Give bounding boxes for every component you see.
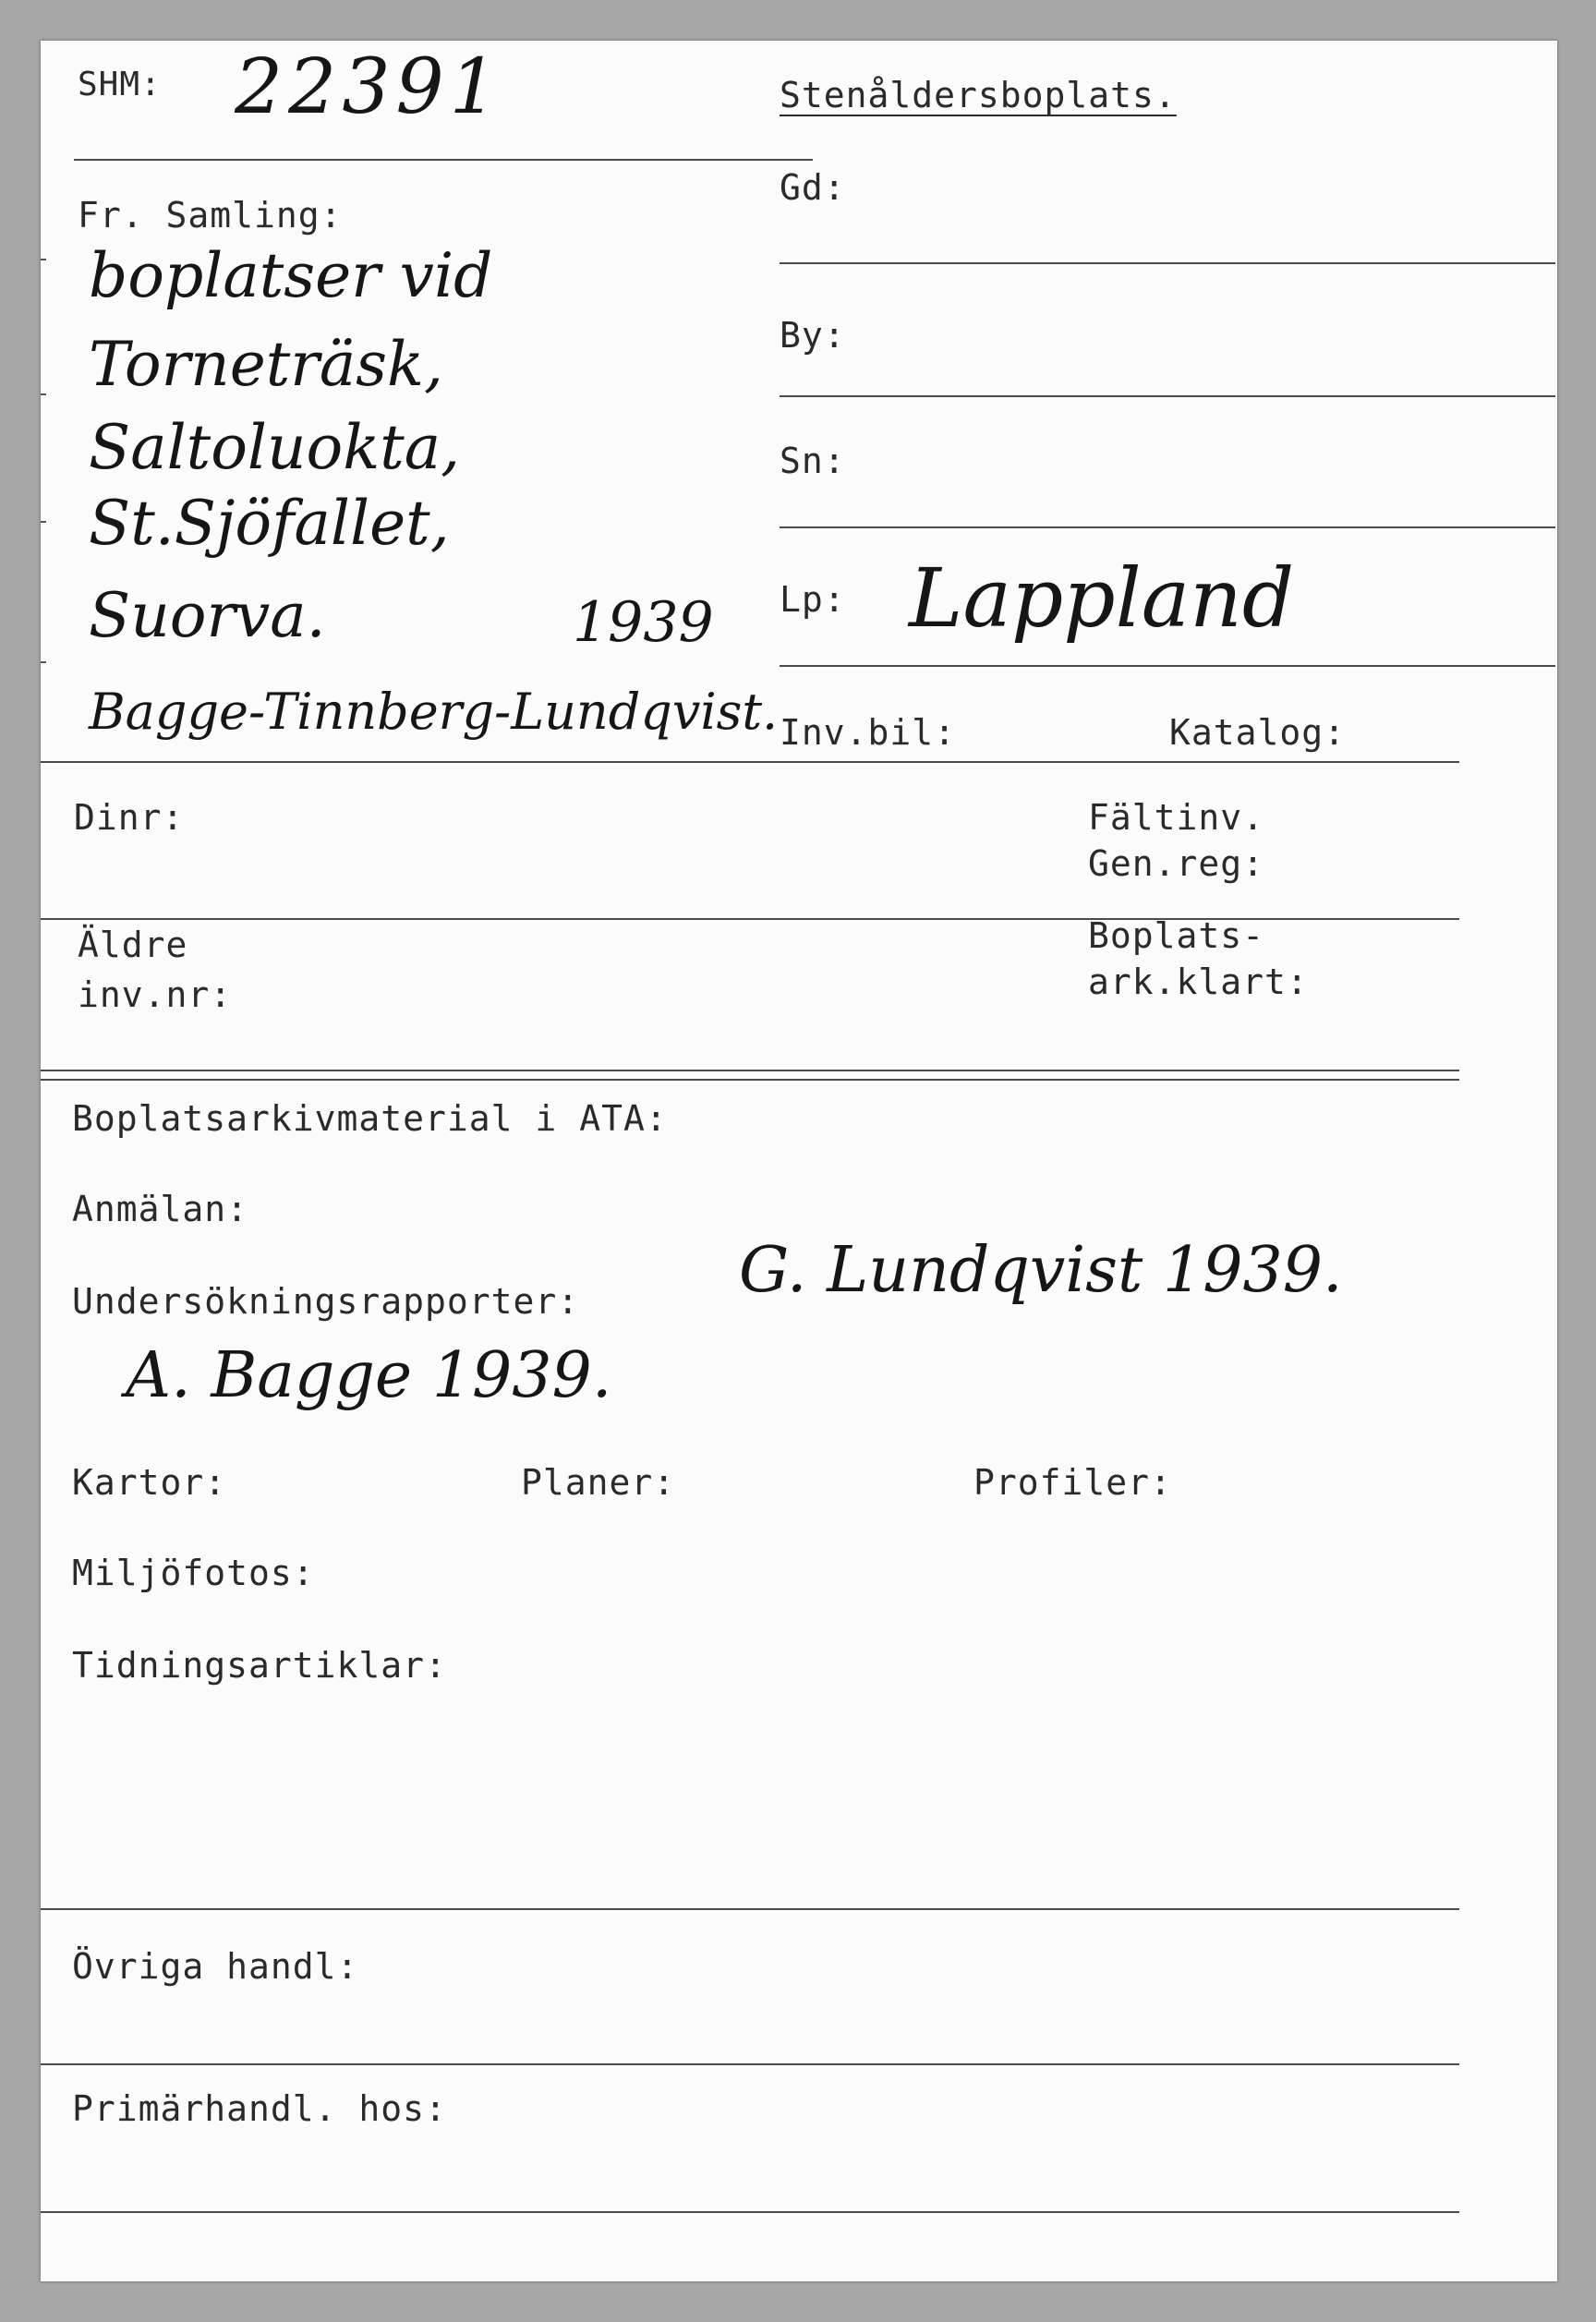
gd-line (780, 262, 1555, 264)
fr-samling-line-1: boplatser vid (89, 240, 493, 311)
miljofotos-label: Miljöfotos: (72, 1553, 315, 1593)
katalog-label: Katalog: (1169, 712, 1347, 753)
section-divider-3a (41, 1070, 1459, 1071)
shm-number: 22391 (235, 43, 503, 131)
collectors: Bagge-Tinnberg-Lundqvist. (89, 683, 779, 741)
section-divider-3b (41, 1079, 1459, 1081)
catalog-card (41, 41, 1557, 2281)
by-label: By: (780, 315, 846, 356)
section-divider-1 (41, 761, 1459, 763)
sn-line (780, 526, 1555, 528)
shm-divider (74, 159, 813, 161)
undersokning-value-2: A. Bagge 1939. (126, 1339, 612, 1412)
ovriga-label: Övriga handl: (72, 1946, 359, 1987)
section-divider-6 (41, 2211, 1459, 2213)
lp-value: Lappland (909, 550, 1295, 646)
fr-samling-line-3: Saltoluokta, (89, 412, 461, 483)
undersokning-value-1: G. Lundqvist 1939. (739, 1234, 1343, 1307)
dinr-label: Dinr: (74, 797, 185, 838)
site-type: Stenåldersboplats. (780, 75, 1177, 115)
planer-label: Planer: (521, 1462, 676, 1503)
shm-label: SHM: (78, 66, 162, 103)
profiler-label: Profiler: (973, 1462, 1172, 1503)
inv-bil-label: Inv.bil: (780, 712, 957, 753)
margin-tick (41, 521, 46, 523)
fr-samling-line-2: Torneträsk, (89, 329, 444, 400)
aldre-inv-label: inv.nr: (78, 974, 233, 1015)
faltinv-label: Fältinv. (1088, 797, 1265, 838)
kartor-label: Kartor: (72, 1462, 227, 1503)
fr-samling-line-4: St.Sjöfallet, (89, 488, 450, 559)
ark-klart-label: ark.klart: (1088, 961, 1309, 1002)
aldre-label: Äldre (78, 925, 188, 965)
primarhandl-label: Primärhandl. hos: (72, 2088, 447, 2129)
margin-tick (41, 661, 46, 663)
margin-tick (41, 393, 46, 395)
anmalan-label: Anmälan: (72, 1189, 249, 1229)
boplatsarkiv-label: Boplatsarkivmaterial i ATA: (72, 1098, 668, 1139)
lp-line (780, 665, 1555, 667)
gd-label: Gd: (780, 167, 846, 208)
section-divider-5 (41, 2063, 1459, 2065)
lp-label: Lp: (780, 579, 846, 620)
section-divider-4 (41, 1908, 1459, 1910)
boplats-label: Boplats- (1088, 915, 1265, 956)
fr-samling-line-5: Suorva. (89, 580, 326, 651)
tidningsartiklar-label: Tidningsartiklar: (72, 1645, 447, 1686)
fr-samling-label: Fr. Samling: (78, 195, 343, 236)
by-line (780, 395, 1555, 397)
sn-label: Sn: (780, 441, 846, 481)
undersokning-label: Undersökningsrapporter: (72, 1281, 580, 1322)
collection-year: 1939 (573, 590, 714, 655)
margin-tick (41, 259, 46, 260)
genreg-label: Gen.reg: (1088, 843, 1265, 884)
